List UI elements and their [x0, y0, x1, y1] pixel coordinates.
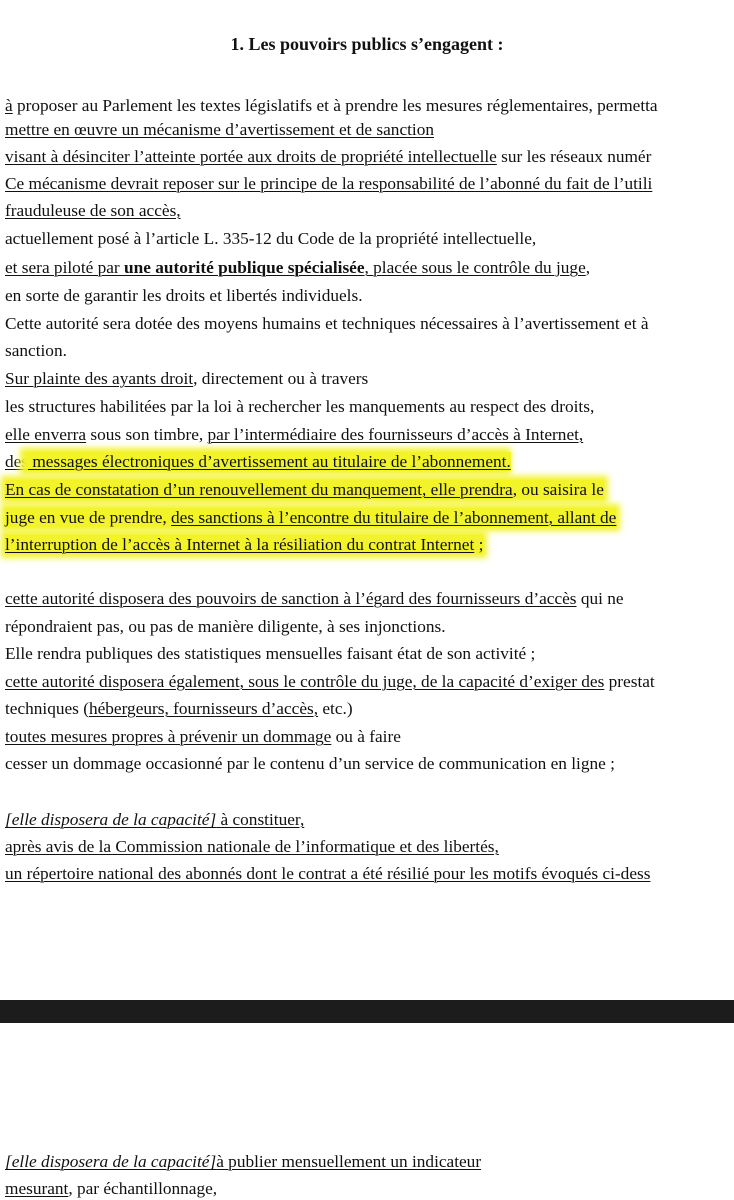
text-line-18: [5, 588, 624, 610]
line-16-highlighted-underlined: des sanctions à l’encontre du titulaire de l’abonnement, allant de: [171, 508, 617, 527]
line-6-text: actuellement posé à l’article L. 335-12 du Code de la propriété intellectuelle,: [5, 229, 537, 248]
line-18-text: qui ne: [576, 589, 624, 608]
text-line-27: [5, 863, 650, 885]
line-5-underlined: frauduleuse de son accès,: [5, 201, 181, 220]
line-14-underlined-start: des: [5, 452, 29, 471]
line-8-text: en sorte de garantir les droits et libertés individuels.: [5, 286, 363, 305]
line-19-text: répondraient pas, ou pas de manière diligente, à ses injonctions.: [5, 617, 446, 636]
line-29-underlined: mesurant: [5, 1179, 69, 1198]
text-line-10: [5, 340, 67, 362]
text-line-9: [5, 313, 649, 335]
line-12-text: les structures habilitées par la loi à rechercher les manquements au respect des droits,: [5, 397, 595, 416]
line-2-underlined: mettre en œuvre un mécanisme d’avertissement et de sanction: [5, 120, 434, 139]
text-line-6: [5, 228, 536, 250]
text-line-22: [5, 698, 353, 720]
line-13-underlined-b: par l’intermédiaire des fournisseurs d’accès à Internet,: [207, 425, 584, 444]
line-22-text-a: techniques (: [5, 699, 89, 718]
section-heading: 1. Les pouvoirs publics s’engagent :: [230, 34, 504, 54]
text-line-29: [5, 1178, 217, 1200]
line-11-underlined: Sur plainte des ayants droit: [5, 369, 194, 388]
line-23-underlined: toutes mesures propres à prévenir un dommage: [5, 727, 332, 746]
line-14-highlighted: messages électroniques d’avertissement au titulaire de l’abonnement.: [28, 452, 511, 471]
text-line-19: [5, 616, 446, 638]
line-21-text: prestat: [604, 672, 655, 691]
line-22-underlined: hébergeurs, fournisseurs d’accès,: [88, 699, 319, 718]
line-17-highlighted-text: ;: [474, 535, 484, 554]
text-line-26: [5, 836, 499, 858]
line-4-underlined: Ce mécanisme devrait reposer sur le principe de la responsabilité de l’abonné du fait de l’utili: [5, 174, 653, 193]
text-line-13: [5, 424, 583, 446]
line-9-text: Cette autorité sera dotée des moyens humains et techniques nécessaires à l’avertissement et à: [5, 314, 649, 333]
line-18-underlined: cette autorité disposera des pouvoirs de sanction à l’égard des fournisseurs d’accès: [5, 589, 577, 608]
line-3-underlined: visant à désinciter l’atteinte portée aux droits de propriété intellectuelle: [5, 147, 497, 166]
line-7-underlined: et sera piloté par: [5, 258, 124, 277]
text-line-23: [5, 726, 401, 748]
line-7-bold-underlined: une autorité publique spécialisée: [124, 258, 365, 277]
line-25-italic-underlined: [elle disposera de la capacité]: [5, 810, 217, 829]
line-29-text: , par échantillonnage,: [68, 1179, 218, 1198]
text-line-25: [5, 809, 304, 831]
text-line-24: [5, 753, 615, 775]
redaction-bar: [0, 1000, 734, 1023]
line-7-comma: ,: [585, 258, 591, 277]
line-13-underlined-a: elle enverra: [5, 425, 87, 444]
line-13-text: sous son timbre,: [86, 425, 208, 444]
line-20-text: Elle rendra publiques des statistiques mensuelles faisant état de son activité ;: [5, 644, 536, 663]
line-26-underlined: après avis de la Commission nationale de l’informatique et des libertés,: [5, 837, 499, 856]
line-21-underlined: cette autorité disposera également, sous le contrôle du juge, de la capacité d’exiger des: [5, 672, 605, 691]
text-line-4: [5, 173, 652, 195]
line-25-underlined: à constituer,: [216, 810, 305, 829]
line-23-text: ou à faire: [331, 727, 401, 746]
text-line-12: [5, 396, 594, 418]
text-line-20: [5, 643, 535, 665]
text-line-11: [5, 368, 368, 390]
line-16-highlighted-text: juge en vue de prendre,: [5, 508, 172, 527]
text-line-5: [5, 200, 181, 222]
line-3-text: sur les réseaux numér: [496, 147, 652, 166]
text-line-15: [5, 479, 604, 501]
line-1-text: proposer au Parlement les textes législatifs et à prendre les mesures réglementaires, permetta: [12, 96, 658, 115]
text-line-28: [5, 1151, 481, 1173]
line-11-text: , directement ou à travers: [193, 369, 369, 388]
line-15-highlighted-underlined: En cas de constatation d’un renouvellement du manquement, elle prendra: [5, 480, 513, 499]
text-line-8: [5, 285, 363, 307]
text-line-2: [5, 119, 434, 141]
line-15-highlighted-text: , ou saisira le: [512, 480, 604, 499]
line-22-text-b: etc.): [318, 699, 353, 718]
text-line-3: [5, 146, 651, 168]
line-10-text: sanction.: [5, 341, 67, 360]
text-line-21: [5, 671, 655, 693]
line-7-text: , placée sous le contrôle du juge: [364, 258, 586, 277]
line-17-highlighted-underlined: l’interruption de l’accès à Internet à la résiliation du contrat Internet: [5, 535, 475, 554]
text-line-7: [5, 257, 590, 279]
line-27-underlined: un répertoire national des abonnés dont le contrat a été résilié pour les motifs évoqués ci-dess: [5, 864, 651, 883]
text-line-14: [5, 451, 511, 473]
line-1-underlined: à: [5, 96, 13, 115]
text-line-17: [5, 534, 483, 556]
line-24-text: cesser un dommage occasionné par le contenu d’un service de communication en ligne ;: [5, 754, 615, 773]
line-28-italic-underlined: [elle disposera de la capacité]: [5, 1152, 217, 1171]
text-line-1: [5, 95, 658, 117]
line-28-underlined: à publier mensuellement un indicateur: [216, 1152, 482, 1171]
text-line-16: [5, 507, 616, 529]
